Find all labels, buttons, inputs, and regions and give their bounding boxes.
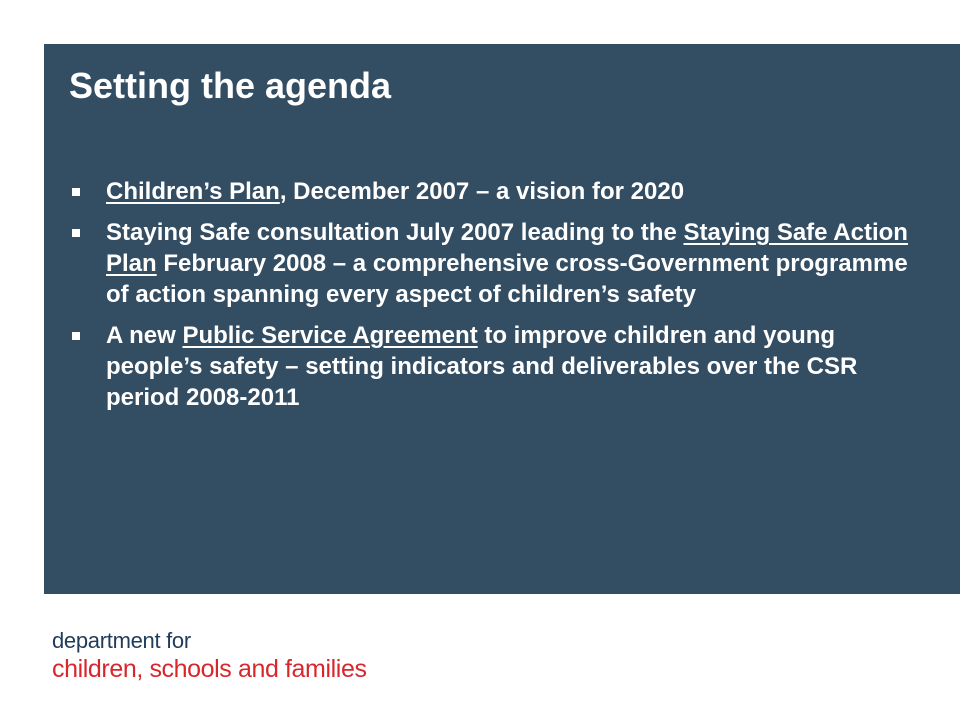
bullet-item-staying-safe <box>69 217 929 310</box>
childrens-plan-link[interactable]: Children’s Plan <box>106 178 280 205</box>
square-bullet-icon <box>72 332 80 340</box>
bullet-text: , December 2007 – a vision for 2020 <box>279 178 685 205</box>
bullet-text: Staying Safe consultation July 2007 leading to the <box>106 219 684 246</box>
bullet-text: A new <box>106 322 183 349</box>
slide-title: Setting the agenda <box>69 65 392 106</box>
dcsf-logo <box>52 628 367 684</box>
bullet-text: February 2008 – a comprehensive cross-Government programme of action spanning every aspect of children’s safety <box>106 250 908 308</box>
public-service-agreement-link[interactable]: Public Service Agreement <box>182 322 478 349</box>
bullet-item-psa <box>69 320 929 413</box>
logo-line-department: department for <box>52 628 191 653</box>
logo-line-children-schools-families: children, schools and families <box>52 655 367 683</box>
bullet-list <box>69 176 929 423</box>
square-bullet-icon <box>72 229 80 237</box>
bullet-item-childrens-plan <box>69 176 929 207</box>
bullet-text: to improve children and young people’s safety – setting indicators and deliverables over the CSR period 2008-2011 <box>106 322 858 411</box>
square-bullet-icon <box>72 188 80 196</box>
staying-safe-action-plan-link[interactable]: Staying Safe Action Plan <box>106 219 908 277</box>
